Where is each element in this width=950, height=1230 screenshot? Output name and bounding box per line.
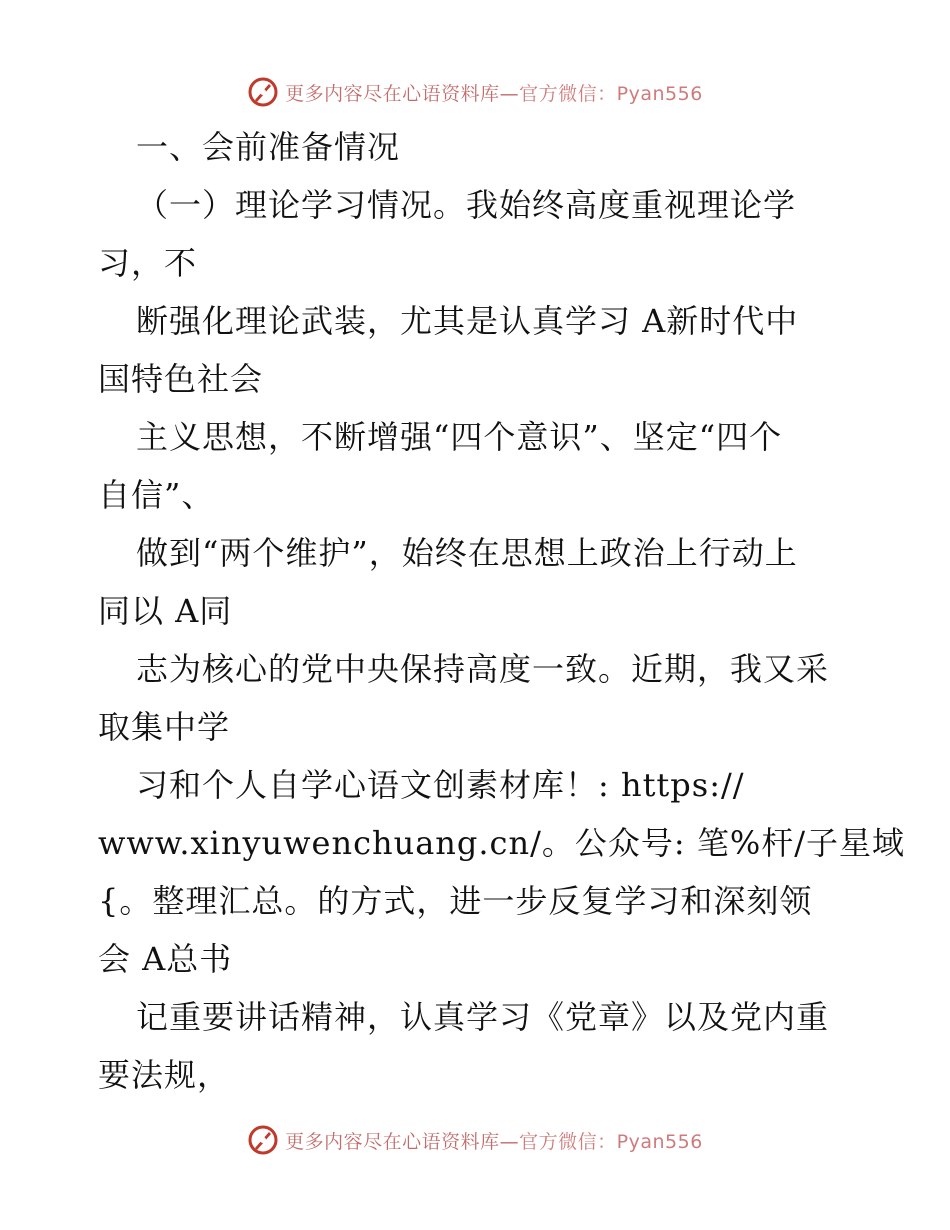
header-watermark-contact: 官方微信：Pyan556 (519, 82, 703, 105)
text-line: www.xinyuwenchuang.cn/。公众号: 笔%杆/子星域 (98, 824, 906, 862)
text-line: 同以 A同 (98, 592, 233, 630)
text-line: 习和个人自学心语文创素材库！: https:// (136, 766, 745, 804)
text-line: 断强化理论武装，尤其是认真学习 A新时代中 (136, 302, 799, 340)
text-line: 做到“两个维护”，始终在思想上政治上行动上 (136, 534, 798, 572)
text-line: 取集中学 (98, 708, 231, 746)
text-line: 国特色社会 (98, 360, 264, 398)
text-line: 要法规， (98, 1056, 231, 1094)
text-line: 一、会前准备情况 (136, 128, 401, 166)
quill-logo-icon (247, 1124, 279, 1156)
document-body (98, 118, 906, 1104)
header-watermark-text: 更多内容尽在心语资料库—官方微信：Pyan556 (285, 82, 703, 105)
text-line: 自信”、 (98, 476, 215, 514)
text-line: {。整理汇总。的方式，进一步反复学习和深刻领 (98, 882, 813, 920)
header-watermark (0, 70, 950, 114)
text-line: 会 A总书 (98, 940, 233, 978)
text-line: 习，不 (98, 244, 198, 282)
text-line: 主义思想，不断增强“四个意识”、坚定“四个 (136, 418, 783, 456)
quill-logo-icon (247, 76, 279, 108)
text-line: 记重要讲话精神，认真学习《党章》以及党内重 (136, 998, 830, 1036)
text-line: （一）理论学习情况。我始终高度重视理论学 (136, 186, 797, 224)
footer-watermark-contact: 官方微信：Pyan556 (519, 1130, 703, 1153)
footer-watermark-text: 更多内容尽在心语资料库—官方微信：Pyan556 (285, 1130, 703, 1153)
text-line: 志为核心的党中央保持高度一致。近期，我又采 (136, 650, 830, 688)
footer-watermark (0, 1118, 950, 1162)
